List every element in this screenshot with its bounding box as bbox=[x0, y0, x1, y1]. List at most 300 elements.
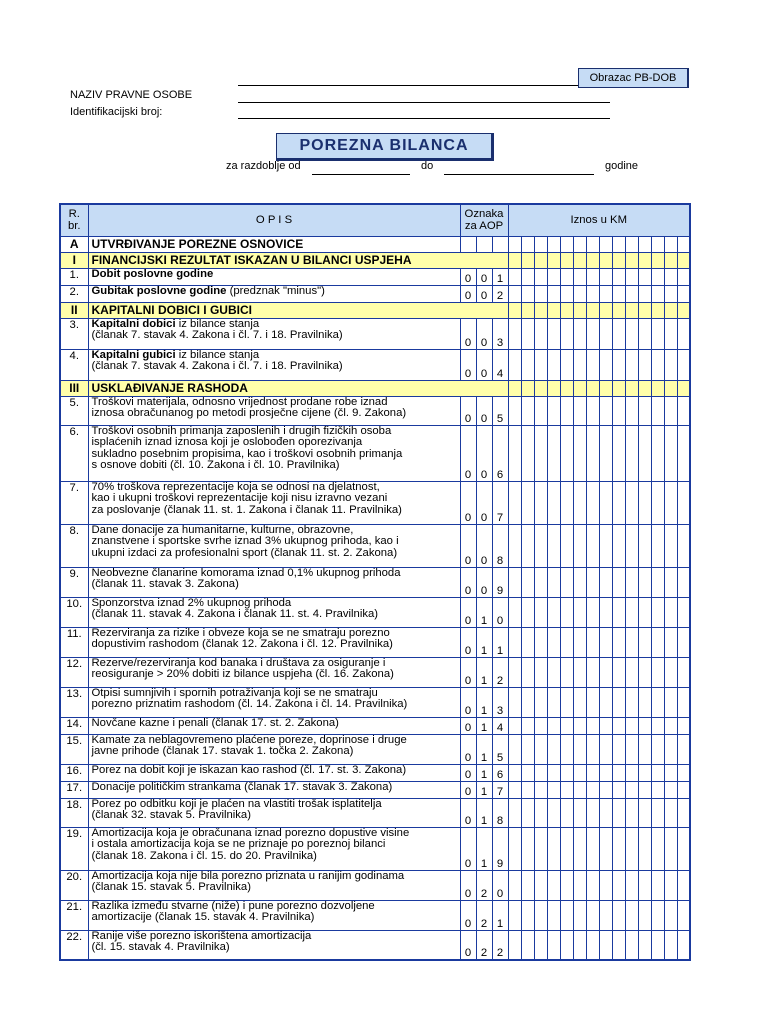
amount-input-cell[interactable] bbox=[573, 349, 586, 380]
amount-input-cell[interactable] bbox=[573, 827, 586, 870]
amount-input-cell[interactable] bbox=[521, 781, 534, 798]
amount-input-cell[interactable] bbox=[547, 764, 560, 781]
amount-input-cell[interactable] bbox=[508, 567, 521, 597]
amount-input-cell[interactable] bbox=[573, 781, 586, 798]
amount-input-cell[interactable] bbox=[534, 734, 547, 764]
amount-input-cell[interactable] bbox=[612, 318, 625, 349]
amount-input-cell[interactable] bbox=[599, 396, 612, 425]
amount-input-cell[interactable] bbox=[508, 524, 521, 567]
amount-input-cell[interactable] bbox=[547, 781, 560, 798]
amount-input-cell[interactable] bbox=[638, 687, 651, 717]
amount-input-cell[interactable] bbox=[586, 870, 599, 900]
amount-input-cell[interactable] bbox=[664, 349, 677, 380]
amount-input-cell[interactable] bbox=[573, 870, 586, 900]
amount-input-cell[interactable] bbox=[651, 396, 664, 425]
amount-input-cell[interactable] bbox=[612, 285, 625, 302]
amount-input-cell[interactable] bbox=[638, 597, 651, 627]
amount-input-cell[interactable] bbox=[521, 567, 534, 597]
amount-input-cell[interactable] bbox=[586, 798, 599, 827]
amount-input-cell[interactable] bbox=[573, 657, 586, 687]
amount-input-cell[interactable] bbox=[638, 870, 651, 900]
amount-input-cell[interactable] bbox=[573, 318, 586, 349]
amount-input-cell[interactable] bbox=[638, 268, 651, 285]
amount-input-cell[interactable] bbox=[677, 318, 690, 349]
amount-input-cell[interactable] bbox=[599, 734, 612, 764]
amount-input-cell[interactable] bbox=[560, 524, 573, 567]
amount-input-cell[interactable] bbox=[625, 781, 638, 798]
amount-input-cell[interactable] bbox=[586, 396, 599, 425]
amount-input-cell[interactable] bbox=[612, 734, 625, 764]
amount-input-cell[interactable] bbox=[586, 481, 599, 524]
amount-input-cell[interactable] bbox=[651, 597, 664, 627]
amount-input-cell[interactable] bbox=[586, 930, 599, 960]
amount-input-cell[interactable] bbox=[677, 781, 690, 798]
amount-input-cell[interactable] bbox=[508, 627, 521, 657]
amount-input-cell[interactable] bbox=[560, 268, 573, 285]
amount-input-cell[interactable] bbox=[573, 597, 586, 627]
amount-input-cell[interactable] bbox=[560, 349, 573, 380]
amount-input-cell[interactable] bbox=[677, 285, 690, 302]
amount-input-cell[interactable] bbox=[625, 734, 638, 764]
amount-input-cell[interactable] bbox=[638, 524, 651, 567]
amount-input-cell[interactable] bbox=[599, 425, 612, 481]
amount-input-cell[interactable] bbox=[651, 827, 664, 870]
amount-input-cell[interactable] bbox=[521, 687, 534, 717]
amount-input-cell[interactable] bbox=[651, 627, 664, 657]
amount-input-cell[interactable] bbox=[599, 524, 612, 567]
amount-input-cell[interactable] bbox=[586, 734, 599, 764]
amount-input-cell[interactable] bbox=[534, 425, 547, 481]
amount-input-cell[interactable] bbox=[638, 734, 651, 764]
amount-input-cell[interactable] bbox=[625, 285, 638, 302]
amount-input-cell[interactable] bbox=[547, 827, 560, 870]
amount-input-cell[interactable] bbox=[547, 687, 560, 717]
amount-input-cell[interactable] bbox=[612, 627, 625, 657]
amount-input-cell[interactable] bbox=[573, 764, 586, 781]
amount-input-cell[interactable] bbox=[664, 425, 677, 481]
amount-input-cell[interactable] bbox=[586, 827, 599, 870]
amount-input-cell[interactable] bbox=[573, 481, 586, 524]
amount-input-cell[interactable] bbox=[625, 717, 638, 734]
amount-input-cell[interactable] bbox=[573, 567, 586, 597]
amount-input-cell[interactable] bbox=[638, 717, 651, 734]
amount-input-cell[interactable] bbox=[521, 870, 534, 900]
amount-input-cell[interactable] bbox=[586, 425, 599, 481]
amount-input-cell[interactable] bbox=[573, 687, 586, 717]
amount-input-cell[interactable] bbox=[534, 481, 547, 524]
amount-input-cell[interactable] bbox=[508, 900, 521, 930]
amount-input-cell[interactable] bbox=[560, 900, 573, 930]
amount-input-cell[interactable] bbox=[560, 870, 573, 900]
amount-input-cell[interactable] bbox=[560, 687, 573, 717]
amount-input-cell[interactable] bbox=[521, 734, 534, 764]
amount-input-cell[interactable] bbox=[508, 597, 521, 627]
amount-input-cell[interactable] bbox=[625, 627, 638, 657]
amount-input-cell[interactable] bbox=[664, 627, 677, 657]
amount-input-cell[interactable] bbox=[560, 597, 573, 627]
amount-input-cell[interactable] bbox=[664, 930, 677, 960]
amount-input-cell[interactable] bbox=[534, 717, 547, 734]
amount-input-cell[interactable] bbox=[612, 567, 625, 597]
amount-input-cell[interactable] bbox=[612, 268, 625, 285]
amount-input-cell[interactable] bbox=[625, 764, 638, 781]
amount-input-cell[interactable] bbox=[586, 567, 599, 597]
amount-input-cell[interactable] bbox=[521, 524, 534, 567]
amount-input-cell[interactable] bbox=[508, 734, 521, 764]
amount-input-cell[interactable] bbox=[625, 268, 638, 285]
amount-input-cell[interactable] bbox=[612, 396, 625, 425]
amount-input-cell[interactable] bbox=[625, 524, 638, 567]
amount-input-cell[interactable] bbox=[586, 349, 599, 380]
amount-input-cell[interactable] bbox=[573, 717, 586, 734]
amount-input-cell[interactable] bbox=[573, 396, 586, 425]
amount-input-cell[interactable] bbox=[521, 900, 534, 930]
amount-input-cell[interactable] bbox=[625, 567, 638, 597]
amount-input-cell[interactable] bbox=[664, 717, 677, 734]
amount-input-cell[interactable] bbox=[677, 798, 690, 827]
amount-input-cell[interactable] bbox=[560, 930, 573, 960]
amount-input-cell[interactable] bbox=[664, 657, 677, 687]
amount-input-cell[interactable] bbox=[560, 781, 573, 798]
amount-input-cell[interactable] bbox=[560, 827, 573, 870]
amount-input-cell[interactable] bbox=[651, 930, 664, 960]
amount-input-cell[interactable] bbox=[547, 268, 560, 285]
amount-input-cell[interactable] bbox=[651, 764, 664, 781]
amount-input-cell[interactable] bbox=[625, 318, 638, 349]
amount-input-cell[interactable] bbox=[638, 798, 651, 827]
amount-input-cell[interactable] bbox=[573, 524, 586, 567]
amount-input-cell[interactable] bbox=[651, 657, 664, 687]
amount-input-cell[interactable] bbox=[612, 781, 625, 798]
amount-input-cell[interactable] bbox=[573, 930, 586, 960]
amount-input-cell[interactable] bbox=[534, 930, 547, 960]
amount-input-cell[interactable] bbox=[508, 717, 521, 734]
amount-input-cell[interactable] bbox=[586, 285, 599, 302]
amount-input-cell[interactable] bbox=[508, 764, 521, 781]
amount-input-cell[interactable] bbox=[508, 285, 521, 302]
amount-input-cell[interactable] bbox=[508, 687, 521, 717]
amount-input-cell[interactable] bbox=[599, 285, 612, 302]
amount-input-cell[interactable] bbox=[560, 567, 573, 597]
amount-input-cell[interactable] bbox=[508, 349, 521, 380]
amount-input-cell[interactable] bbox=[677, 597, 690, 627]
amount-input-cell[interactable] bbox=[638, 827, 651, 870]
amount-input-cell[interactable] bbox=[521, 717, 534, 734]
amount-input-cell[interactable] bbox=[521, 425, 534, 481]
amount-input-cell[interactable] bbox=[638, 930, 651, 960]
amount-input-cell[interactable] bbox=[638, 318, 651, 349]
amount-input-cell[interactable] bbox=[638, 349, 651, 380]
amount-input-cell[interactable] bbox=[508, 396, 521, 425]
amount-input-cell[interactable] bbox=[586, 687, 599, 717]
amount-input-cell[interactable] bbox=[547, 930, 560, 960]
amount-input-cell[interactable] bbox=[651, 900, 664, 930]
period-to-field[interactable] bbox=[444, 174, 594, 175]
amount-input-cell[interactable] bbox=[638, 285, 651, 302]
amount-input-cell[interactable] bbox=[560, 396, 573, 425]
amount-input-cell[interactable] bbox=[521, 627, 534, 657]
amount-input-cell[interactable] bbox=[612, 764, 625, 781]
amount-input-cell[interactable] bbox=[664, 268, 677, 285]
amount-input-cell[interactable] bbox=[521, 318, 534, 349]
amount-input-cell[interactable] bbox=[508, 930, 521, 960]
amount-input-cell[interactable] bbox=[547, 425, 560, 481]
amount-input-cell[interactable] bbox=[651, 567, 664, 597]
amount-input-cell[interactable] bbox=[664, 734, 677, 764]
amount-input-cell[interactable] bbox=[651, 481, 664, 524]
amount-input-cell[interactable] bbox=[573, 425, 586, 481]
amount-input-cell[interactable] bbox=[547, 657, 560, 687]
amount-input-cell[interactable] bbox=[599, 798, 612, 827]
amount-input-cell[interactable] bbox=[547, 900, 560, 930]
amount-input-cell[interactable] bbox=[586, 781, 599, 798]
amount-input-cell[interactable] bbox=[625, 900, 638, 930]
amount-input-cell[interactable] bbox=[625, 481, 638, 524]
amount-input-cell[interactable] bbox=[560, 717, 573, 734]
amount-input-cell[interactable] bbox=[625, 687, 638, 717]
amount-input-cell[interactable] bbox=[625, 827, 638, 870]
amount-input-cell[interactable] bbox=[625, 597, 638, 627]
amount-input-cell[interactable] bbox=[599, 764, 612, 781]
amount-input-cell[interactable] bbox=[599, 268, 612, 285]
amount-input-cell[interactable] bbox=[625, 870, 638, 900]
amount-input-cell[interactable] bbox=[677, 827, 690, 870]
amount-input-cell[interactable] bbox=[651, 798, 664, 827]
amount-input-cell[interactable] bbox=[534, 268, 547, 285]
amount-input-cell[interactable] bbox=[573, 627, 586, 657]
amount-input-cell[interactable] bbox=[664, 567, 677, 597]
amount-input-cell[interactable] bbox=[573, 285, 586, 302]
amount-input-cell[interactable] bbox=[651, 687, 664, 717]
amount-input-cell[interactable] bbox=[547, 524, 560, 567]
amount-input-cell[interactable] bbox=[508, 870, 521, 900]
amount-input-cell[interactable] bbox=[547, 597, 560, 627]
amount-input-cell[interactable] bbox=[677, 930, 690, 960]
amount-input-cell[interactable] bbox=[677, 268, 690, 285]
amount-input-cell[interactable] bbox=[599, 481, 612, 524]
amount-input-cell[interactable] bbox=[534, 657, 547, 687]
amount-input-cell[interactable] bbox=[677, 717, 690, 734]
amount-input-cell[interactable] bbox=[664, 764, 677, 781]
amount-input-cell[interactable] bbox=[638, 627, 651, 657]
amount-input-cell[interactable] bbox=[677, 425, 690, 481]
amount-input-cell[interactable] bbox=[547, 567, 560, 597]
amount-input-cell[interactable] bbox=[586, 657, 599, 687]
amount-input-cell[interactable] bbox=[625, 930, 638, 960]
amount-input-cell[interactable] bbox=[651, 268, 664, 285]
amount-input-cell[interactable] bbox=[651, 717, 664, 734]
amount-input-cell[interactable] bbox=[677, 734, 690, 764]
amount-input-cell[interactable] bbox=[508, 268, 521, 285]
amount-input-cell[interactable] bbox=[521, 798, 534, 827]
amount-input-cell[interactable] bbox=[664, 318, 677, 349]
amount-input-cell[interactable] bbox=[573, 268, 586, 285]
amount-input-cell[interactable] bbox=[547, 717, 560, 734]
amount-input-cell[interactable] bbox=[573, 900, 586, 930]
amount-input-cell[interactable] bbox=[586, 268, 599, 285]
amount-input-cell[interactable] bbox=[560, 734, 573, 764]
amount-input-cell[interactable] bbox=[612, 717, 625, 734]
amount-input-cell[interactable] bbox=[599, 349, 612, 380]
amount-input-cell[interactable] bbox=[547, 318, 560, 349]
amount-input-cell[interactable] bbox=[638, 396, 651, 425]
amount-input-cell[interactable] bbox=[612, 827, 625, 870]
amount-input-cell[interactable] bbox=[534, 870, 547, 900]
entity-name-field[interactable] bbox=[238, 102, 610, 103]
amount-input-cell[interactable] bbox=[664, 827, 677, 870]
amount-input-cell[interactable] bbox=[651, 349, 664, 380]
amount-input-cell[interactable] bbox=[547, 285, 560, 302]
amount-input-cell[interactable] bbox=[651, 870, 664, 900]
amount-input-cell[interactable] bbox=[599, 627, 612, 657]
amount-input-cell[interactable] bbox=[664, 481, 677, 524]
amount-input-cell[interactable] bbox=[612, 481, 625, 524]
amount-input-cell[interactable] bbox=[534, 687, 547, 717]
amount-input-cell[interactable] bbox=[612, 524, 625, 567]
amount-input-cell[interactable] bbox=[534, 900, 547, 930]
amount-input-cell[interactable] bbox=[560, 318, 573, 349]
amount-input-cell[interactable] bbox=[612, 657, 625, 687]
amount-input-cell[interactable] bbox=[521, 764, 534, 781]
amount-input-cell[interactable] bbox=[508, 827, 521, 870]
amount-input-cell[interactable] bbox=[560, 425, 573, 481]
amount-input-cell[interactable] bbox=[560, 764, 573, 781]
amount-input-cell[interactable] bbox=[599, 717, 612, 734]
amount-input-cell[interactable] bbox=[599, 781, 612, 798]
amount-input-cell[interactable] bbox=[534, 396, 547, 425]
amount-input-cell[interactable] bbox=[599, 567, 612, 597]
amount-input-cell[interactable] bbox=[612, 687, 625, 717]
amount-input-cell[interactable] bbox=[547, 870, 560, 900]
amount-input-cell[interactable] bbox=[534, 798, 547, 827]
amount-input-cell[interactable] bbox=[677, 900, 690, 930]
amount-input-cell[interactable] bbox=[508, 318, 521, 349]
amount-input-cell[interactable] bbox=[521, 349, 534, 380]
amount-input-cell[interactable] bbox=[547, 798, 560, 827]
amount-input-cell[interactable] bbox=[625, 798, 638, 827]
amount-input-cell[interactable] bbox=[651, 318, 664, 349]
amount-input-cell[interactable] bbox=[534, 285, 547, 302]
amount-input-cell[interactable] bbox=[521, 930, 534, 960]
amount-input-cell[interactable] bbox=[677, 481, 690, 524]
amount-input-cell[interactable] bbox=[612, 870, 625, 900]
amount-input-cell[interactable] bbox=[599, 597, 612, 627]
amount-input-cell[interactable] bbox=[521, 657, 534, 687]
amount-input-cell[interactable] bbox=[573, 798, 586, 827]
amount-input-cell[interactable] bbox=[677, 687, 690, 717]
amount-input-cell[interactable] bbox=[508, 798, 521, 827]
amount-input-cell[interactable] bbox=[586, 627, 599, 657]
amount-input-cell[interactable] bbox=[521, 396, 534, 425]
amount-input-cell[interactable] bbox=[521, 827, 534, 870]
amount-input-cell[interactable] bbox=[625, 349, 638, 380]
amount-input-cell[interactable] bbox=[521, 597, 534, 627]
amount-input-cell[interactable] bbox=[586, 717, 599, 734]
amount-input-cell[interactable] bbox=[664, 798, 677, 827]
amount-input-cell[interactable] bbox=[677, 657, 690, 687]
amount-input-cell[interactable] bbox=[664, 781, 677, 798]
amount-input-cell[interactable] bbox=[638, 900, 651, 930]
amount-input-cell[interactable] bbox=[560, 657, 573, 687]
amount-input-cell[interactable] bbox=[534, 827, 547, 870]
amount-input-cell[interactable] bbox=[638, 781, 651, 798]
amount-input-cell[interactable] bbox=[677, 349, 690, 380]
amount-input-cell[interactable] bbox=[625, 657, 638, 687]
amount-input-cell[interactable] bbox=[612, 349, 625, 380]
amount-input-cell[interactable] bbox=[664, 396, 677, 425]
amount-input-cell[interactable] bbox=[521, 285, 534, 302]
amount-input-cell[interactable] bbox=[612, 930, 625, 960]
amount-input-cell[interactable] bbox=[664, 524, 677, 567]
amount-input-cell[interactable] bbox=[612, 798, 625, 827]
amount-input-cell[interactable] bbox=[664, 687, 677, 717]
amount-input-cell[interactable] bbox=[547, 734, 560, 764]
amount-input-cell[interactable] bbox=[599, 900, 612, 930]
amount-input-cell[interactable] bbox=[638, 567, 651, 597]
amount-input-cell[interactable] bbox=[573, 734, 586, 764]
amount-input-cell[interactable] bbox=[560, 798, 573, 827]
amount-input-cell[interactable] bbox=[534, 318, 547, 349]
amount-input-cell[interactable] bbox=[560, 627, 573, 657]
amount-input-cell[interactable] bbox=[586, 597, 599, 627]
amount-input-cell[interactable] bbox=[677, 396, 690, 425]
amount-input-cell[interactable] bbox=[508, 657, 521, 687]
amount-input-cell[interactable] bbox=[677, 627, 690, 657]
amount-input-cell[interactable] bbox=[638, 425, 651, 481]
amount-input-cell[interactable] bbox=[534, 627, 547, 657]
amount-input-cell[interactable] bbox=[534, 781, 547, 798]
amount-input-cell[interactable] bbox=[534, 524, 547, 567]
amount-input-cell[interactable] bbox=[651, 781, 664, 798]
amount-input-cell[interactable] bbox=[560, 481, 573, 524]
amount-input-cell[interactable] bbox=[586, 900, 599, 930]
amount-input-cell[interactable] bbox=[534, 764, 547, 781]
period-from-field[interactable] bbox=[312, 174, 410, 175]
amount-input-cell[interactable] bbox=[625, 396, 638, 425]
amount-input-cell[interactable] bbox=[586, 764, 599, 781]
amount-input-cell[interactable] bbox=[664, 597, 677, 627]
amount-input-cell[interactable] bbox=[534, 349, 547, 380]
amount-input-cell[interactable] bbox=[599, 827, 612, 870]
amount-input-cell[interactable] bbox=[612, 597, 625, 627]
amount-input-cell[interactable] bbox=[677, 567, 690, 597]
amount-input-cell[interactable] bbox=[664, 900, 677, 930]
amount-input-cell[interactable] bbox=[599, 870, 612, 900]
amount-input-cell[interactable] bbox=[612, 425, 625, 481]
amount-input-cell[interactable] bbox=[586, 318, 599, 349]
amount-input-cell[interactable] bbox=[638, 764, 651, 781]
amount-input-cell[interactable] bbox=[599, 318, 612, 349]
amount-input-cell[interactable] bbox=[521, 268, 534, 285]
amount-input-cell[interactable] bbox=[625, 425, 638, 481]
amount-input-cell[interactable] bbox=[534, 597, 547, 627]
amount-input-cell[interactable] bbox=[586, 524, 599, 567]
amount-input-cell[interactable] bbox=[534, 567, 547, 597]
amount-input-cell[interactable] bbox=[612, 900, 625, 930]
amount-input-cell[interactable] bbox=[677, 524, 690, 567]
amount-input-cell[interactable] bbox=[599, 687, 612, 717]
amount-input-cell[interactable] bbox=[560, 285, 573, 302]
amount-input-cell[interactable] bbox=[508, 781, 521, 798]
amount-input-cell[interactable] bbox=[508, 425, 521, 481]
amount-input-cell[interactable] bbox=[651, 285, 664, 302]
amount-input-cell[interactable] bbox=[677, 764, 690, 781]
amount-input-cell[interactable] bbox=[664, 870, 677, 900]
amount-input-cell[interactable] bbox=[651, 734, 664, 764]
amount-input-cell[interactable] bbox=[547, 481, 560, 524]
amount-input-cell[interactable] bbox=[651, 524, 664, 567]
amount-input-cell[interactable] bbox=[508, 481, 521, 524]
